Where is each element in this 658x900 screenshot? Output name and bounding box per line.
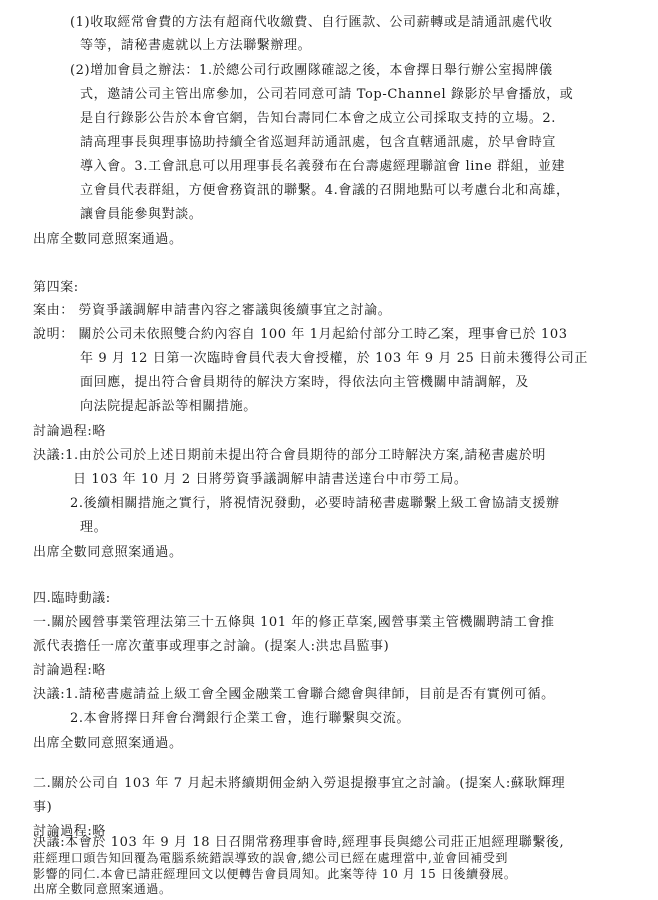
text-line: 請高理事長與理事協助持續全省巡迴拜訪通訊處，包含直轄通訊處，於早會時宣: [80, 135, 557, 150]
text-line: 導入會。3.工會訊息可以用理事長名義發布在台壽處經理聯誼會 line 群組，並建: [80, 159, 566, 174]
text-line: 出席全數同意照案通過。: [33, 736, 183, 751]
section-heading: 四.臨時動議:: [33, 591, 111, 606]
text-line: 式，邀請公司主管出席參加，公司若同意可請 Top-Channel 錄影於早會播放，或: [80, 87, 574, 102]
text-line: (2)增加會員之辦法：1.於總公司行政團隊確認之後，本會擇日舉行辦公室揭牌儀: [70, 63, 553, 78]
text-line: 派代表擔任一席次董事或理事之討論。(提案人:洪忠昌監事): [33, 639, 390, 654]
text-line: 說明： 關於公司未依照雙合約內容自 100 年 1月起給付部分工時乙案，理事會已於 103: [33, 327, 568, 342]
text-line: 二.關於公司自 103 年 7 月起未將續期佣金納入勞退提撥事宜之討論。(提案人:蘇耿輝理: [33, 776, 566, 791]
text-line: 2.後續相關措施之實行，將視情況發動，必要時請秘書處聯繫上級工會協請支援辦: [70, 496, 560, 511]
text-line: 事): [33, 800, 53, 815]
text-line: 年 9 月 12 日第一次臨時會員代表大會授權，於 103 年 9 月 25 日前未獲得公司正: [80, 351, 588, 366]
text-line: 決議:1.由於公司於上述日期前未提出符合會員期待的部分工時解決方案,請秘書處於明: [33, 448, 546, 463]
text-line: 是自行錄影公告於本會官網，告知台壽同仁本會之成立公司採取支持的立場。2.: [80, 111, 557, 126]
text-line: 影響的同仁.本會已請莊經理回文以便轉告會員周知。此案等待 10 月 15 日後續發展。: [33, 867, 517, 881]
text-line: 立會員代表群組，方便會務資訊的聯繫。4.會議的召開地點可以考慮台北和高雄，: [80, 183, 570, 198]
text-line: 案由： 勞資爭議調解申請書內容之審議與後續事宜之討論。: [33, 303, 392, 318]
text-line: 2.本會將擇日拜會台灣銀行企業工會，進行聯繫與交流。: [70, 711, 411, 726]
section-heading: 第四案:: [33, 280, 79, 295]
text-line: 決議:本會於 103 年 9 月 18 日召開常務理事會時,經理事長與總公司莊正旭經理聯繫後,: [33, 835, 565, 850]
text-line: 出席全數同意照案通過。: [33, 882, 172, 896]
text-line: 讓會員能參與對談。: [80, 207, 203, 222]
text-line: 一.關於國營事業管理法第三十五條與 101 年的修正草案,國營事業主管機關聘請工會推: [33, 615, 555, 630]
text-line: 決議:1.請秘書處請益上級工會全國金融業工會聯合總會與律師，目前是否有實例可循。: [33, 687, 555, 702]
text-line: 討論過程:略: [33, 663, 106, 678]
text-line: 理。: [80, 520, 108, 535]
text-line: 討論過程:略: [33, 824, 106, 839]
text-line: (1)收取經常會費的方法有超商代收繳費、自行匯款、公司薪轉或是請通訊處代收: [70, 15, 553, 30]
text-line: 向法院提起訴訟等相關措施。: [80, 399, 257, 414]
text-line: 莊經理口頭告知回覆為電腦系統錯誤導致的誤會,總公司已經在處理當中,並會回補受到: [33, 851, 509, 865]
text-line: 日 103 年 10 月 2 日將勞資爭議調解申請書送達台中市勞工局。: [73, 472, 468, 487]
text-line: 出席全數同意照案通過。: [33, 232, 183, 247]
text-line: 等等，請秘書處就以上方法聯繫辦理。: [80, 38, 312, 53]
text-line: 面回應，提出符合會員期待的解決方案時，得依法向主管機關申請調解，及: [80, 375, 529, 390]
text-line: 出席全數同意照案通過。: [33, 545, 183, 560]
text-line: 討論過程:略: [33, 424, 106, 439]
